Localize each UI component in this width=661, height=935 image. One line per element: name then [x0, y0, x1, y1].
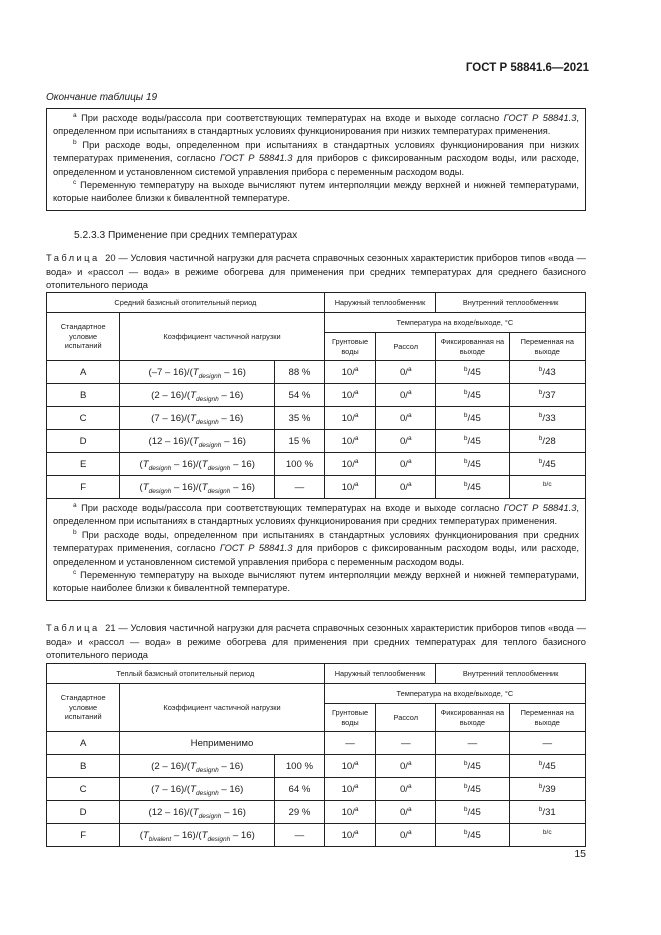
header-coefficient: Коэффициент частичной нагрузки: [120, 313, 324, 361]
page-number: 15: [574, 848, 586, 860]
header-condition: Стандартное условие испытаний: [47, 313, 120, 361]
header-period: Теплый базисный отопительный период: [47, 664, 325, 684]
table20: [46, 292, 586, 601]
table-row: D $(12 - 16)/(T_{designh} - 16)$ 15 % 10/$^a$ 0/$^a$ $^b$/45 $^b$/28: [47, 430, 586, 453]
header-brine: Рассол: [376, 333, 436, 361]
table20-footnotes: [47, 499, 586, 601]
header-variable-outlet: Переменная на выходе: [509, 704, 585, 732]
document-id-header: ГОСТ Р 58841.6—2021: [465, 62, 589, 74]
header-temperature: Температура на входе/выходе, °С: [324, 313, 585, 333]
header-brine: Рассол: [376, 704, 436, 732]
header-variable-outlet: Переменная на выходе: [509, 333, 585, 361]
table-continuation-label: Окончание таблицы 19: [46, 92, 158, 103]
footnote-b: $^b$ При расходе воды, определенном при испытаниях в стандартных условиях функционирования при средних температурах применения, согласно ГОСТ Р 58841.3 для приборов с фиксированным расходом воды, или расходе, определенном и установленном системой управления прибора с переменным расходом воды.: [53, 528, 579, 567]
footnote-a: $^a$ При расходе воды/рассола при соответствующих температурах на входе и выходе согласно ГОСТ Р 58841.3, определенном при испытаниях в стандартных условиях функционирования при средних температурах применения.: [53, 501, 579, 527]
table19-notes: [46, 108, 586, 211]
header-fixed-outlet: Фиксированная на выходе: [436, 333, 509, 361]
note-c: $^c$ Переменную температуру на выходе вычисляют путем интерполяции между верхней и нижней температурами, которые наиболее близки к бивалентной температуре.: [53, 178, 579, 204]
table21: [46, 663, 586, 847]
header-indoor: Внутренний теплообменник: [436, 664, 586, 684]
table-row: B $(2 - 16)/(T_{designh} - 16)$ 54 % 10/$^a$ 0/$^a$ $^b$/45 $^b$/37: [47, 384, 586, 407]
header-condition: Стандартное условие испытаний: [47, 684, 120, 732]
table-row: F $(T_{bivalent} - 16)/(T_{designh} - 16)$ — 10/$^a$ 0/$^a$ $^b$/45 $^{b/c}$: [47, 824, 586, 847]
header-outdoor: Наружный теплообменник: [324, 293, 436, 313]
header-temperature: Температура на входе/выходе, °С: [324, 684, 585, 704]
table-row: C $(7 - 16)/(T_{designh} - 16)$ 35 % 10/$^a$ 0/$^a$ $^b$/45 $^b$/33: [47, 407, 586, 430]
note-b: $^b$ При расходе воды, определенном при испытаниях в стандартных условиях функционирования при низких температурах применения, согласно ГОСТ Р 58841.3 для приборов с фиксированным расходом воды, или расходе, определенном и установленном системой управления прибора с переменным расходом воды.: [53, 138, 579, 177]
header-period: Средний базисный отопительный период: [47, 293, 325, 313]
table-row: C $(7 - 16)/(T_{designh} - 16)$ 64 % 10/$^a$ 0/$^a$ $^b$/45 $^b$/39: [47, 778, 586, 801]
header-ground-water: Грунтовые воды: [324, 333, 376, 361]
note-a: $^a$ При расходе воды/рассола при соответствующих температурах на входе и выходе согласно ГОСТ Р 58841.3, определенном при испытаниях в стандартных условиях функционирования при низких температурах применения.: [53, 111, 579, 137]
table20-caption: Таблица 20 — Условия частичной нагрузки для расчета справочных сезонных характеристик приборов типов «вода — вода» и «рассол — вода» в режиме обогрева для применения при средних температурах для среднего базисного отопительного периода: [46, 252, 586, 290]
table-row: E $(T_{designh} - 16)/(T_{designh} - 16)$ 100 % 10/$^a$ 0/$^a$ $^b$/45 $^b$/45: [47, 453, 586, 476]
header-coefficient: Коэффициент частичной нагрузки: [120, 684, 324, 732]
table-row: A $(-7 - 16)/(T_{designh} - 16)$ 88 % 10/$^a$ 0/$^a$ $^b$/45 $^b$/43: [47, 361, 586, 384]
header-indoor: Внутренний теплообменник: [436, 293, 586, 313]
table-row: B $(2 - 16)/(T_{designh} - 16)$ 100 % 10/$^a$ 0/$^a$ $^b$/45 $^b$/45: [47, 755, 586, 778]
header-ground-water: Грунтовые воды: [324, 704, 376, 732]
section-title: 5.2.3.3 Применение при средних температурах: [74, 230, 298, 241]
header-outdoor: Наружный теплообменник: [324, 664, 436, 684]
table-row: F $(T_{designh} - 16)/(T_{designh} - 16)$ — 10/$^a$ 0/$^a$ $^b$/45 $^{b/c}$: [47, 476, 586, 499]
footnote-c: $^c$ Переменную температуру на выходе вычисляют путем интерполяции между верхней и нижней температурами, которые наиболее близки к бивалентной температуре.: [53, 568, 579, 594]
table-row: D $(12 - 16)/(T_{designh} - 16)$ 29 % 10/$^a$ 0/$^a$ $^b$/45 $^b$/31: [47, 801, 586, 824]
table-row: A Неприменимо — — — —: [47, 732, 586, 755]
table21-caption: Таблица 21 — Условия частичной нагрузки для расчета справочных сезонных характеристик приборов типов «вода — вода» и «рассол — вода» в режиме обогрева для применения при средних температурах для теплого базисного отопительного периода: [46, 622, 586, 660]
header-fixed-outlet: Фиксированная на выходе: [436, 704, 509, 732]
